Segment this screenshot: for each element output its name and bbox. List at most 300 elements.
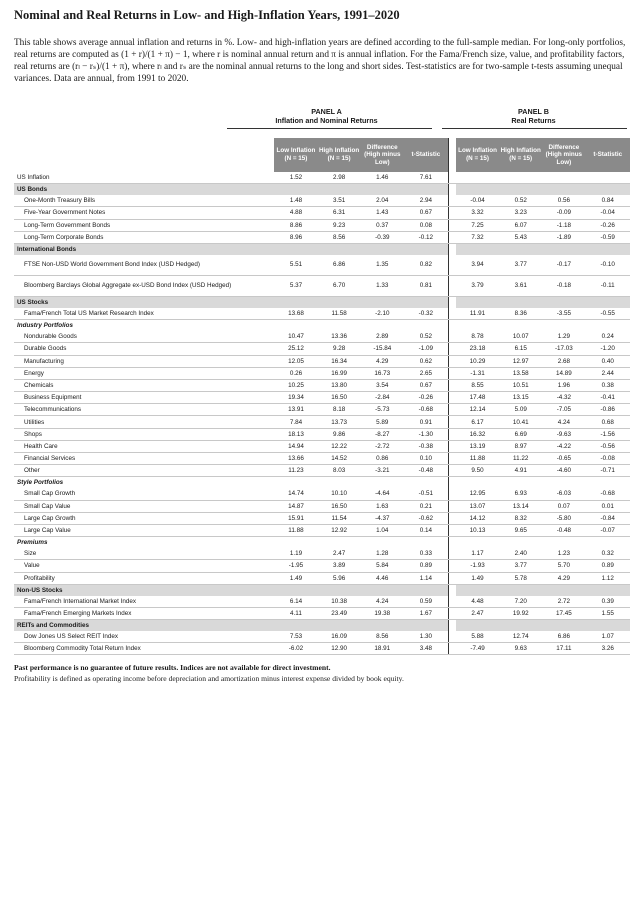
cell-a-low: 11.23 [274,465,317,477]
cell-a-high: 2.98 [318,172,361,184]
empty-cell [456,296,499,308]
cell-a-low: 14.74 [274,488,317,500]
cell-b-low: 3.79 [456,275,499,296]
cell-b-diff: -4.60 [542,465,585,477]
empty-cell [585,296,630,308]
table-row [14,275,630,296]
cell-a-low: 15.91 [274,512,317,524]
cell-b-high: 12.74 [499,631,542,643]
cell-a-tstat: 0.91 [404,416,448,428]
cell-a-diff: 4.24 [361,596,404,608]
cell-b-diff: 2.72 [542,596,585,608]
panel-divider [448,643,456,655]
footnotes [14,663,630,684]
cell-a-high: 5.96 [318,572,361,584]
row-label: Health Care [14,440,274,452]
panel-divider [448,537,456,549]
cell-b-diff: 5.70 [542,560,585,572]
cell-a-diff: -2.84 [361,392,404,404]
cell-a-high: 8.56 [318,231,361,243]
cell-b-high: 11.22 [499,453,542,465]
panel-divider [448,440,456,452]
empty-cell [318,584,361,596]
cell-a-diff: -5.73 [361,404,404,416]
empty-cell [585,184,630,196]
cell-b-diff: -0.17 [542,255,585,276]
cell-b-low: 1.17 [456,548,499,560]
empty-cell [274,296,317,308]
cell-b-tstat: 3.26 [585,643,630,655]
cell-a-high: 14.52 [318,453,361,465]
cell-a-low: 8.96 [274,231,317,243]
empty-cell [585,320,630,332]
panel-divider [448,596,456,608]
empty-cell [499,243,542,255]
cell-a-tstat: 0.62 [404,355,448,367]
cell-b-tstat: 1.07 [585,631,630,643]
cell-a-high: 16.09 [318,631,361,643]
cell-b-low: 23.18 [456,343,499,355]
empty-cell [404,620,448,632]
cell-b-tstat: -0.68 [585,488,630,500]
cell-b-tstat: -0.10 [585,255,630,276]
cell-a-low: 13.66 [274,453,317,465]
cell-a-high: 9.23 [318,219,361,231]
cell-b-low: 2.47 [456,607,499,619]
empty-cell [274,184,317,196]
cell-a-tstat: 2.94 [404,195,448,207]
panel-divider [448,512,456,524]
cell-b-low: -0.04 [456,195,499,207]
panel-a-subtitle: Inflation and Nominal Returns [275,115,378,125]
cell-a-tstat: 0.21 [404,500,448,512]
section-header-row [14,296,630,308]
row-label: Dow Jones US Select REIT Index [14,631,274,643]
cell-a-low: 7.84 [274,416,317,428]
page-title: Nominal and Real Returns in Low- and High-Inflation Years, 1991–2020 [14,8,400,22]
empty-cell [274,584,317,596]
panel-divider [448,477,456,489]
cell-b-low: 8.55 [456,379,499,391]
header-b-diff: Difference (High minus Low) [542,138,585,172]
panel-b-rule [442,128,627,129]
cell-b-high: 10.51 [499,379,542,391]
empty-cell [585,243,630,255]
cell-b-tstat: -0.11 [585,275,630,296]
row-label: Fama/French Emerging Markets Index [14,607,274,619]
cell-b-high: 9.65 [499,524,542,536]
cell-b-high: 10.41 [499,416,542,428]
cell-a-low: 14.94 [274,440,317,452]
cell-a-high: 13.36 [318,331,361,343]
cell-b-tstat: -1.56 [585,428,630,440]
cell-a-low: 25.12 [274,343,317,355]
panel-divider [448,404,456,416]
cell-a-low: 10.47 [274,331,317,343]
empty-cell [318,243,361,255]
cell-a-diff: -0.39 [361,231,404,243]
cell-b-tstat: 0.24 [585,331,630,343]
cell-a-diff: 1.04 [361,524,404,536]
empty-cell [404,477,448,489]
cell-b-tstat: -0.84 [585,512,630,524]
table-row [14,219,630,231]
subsection-header-row [14,320,630,332]
cell-b-high: 13.14 [499,500,542,512]
panel-b-subtitle: Real Returns [511,115,556,125]
panel-divider [448,320,456,332]
cell-b-tstat: 1.12 [585,572,630,584]
empty-cell [318,296,361,308]
cell-b-diff: 2.68 [542,355,585,367]
empty-cell [499,184,542,196]
panel-divider [448,620,456,632]
cell-a-high: 12.90 [318,643,361,655]
panel-divider [448,548,456,560]
cell-b-low: 7.32 [456,231,499,243]
table-row [14,343,630,355]
section-label: Industry Portfolios [17,322,73,330]
cell-b-tstat: 0.32 [585,548,630,560]
empty-cell [542,477,585,489]
empty-cell [585,477,630,489]
cell-b-low: 13.19 [456,440,499,452]
empty-cell [274,243,317,255]
table-row [14,416,630,428]
cell-a-low: 7.53 [274,631,317,643]
cell-b-low: 12.14 [456,404,499,416]
empty-cell [318,320,361,332]
cell-a-high: 10.38 [318,596,361,608]
table-row [14,392,630,404]
cell-b-low: 4.48 [456,596,499,608]
table-row [14,453,630,465]
cell-b-high: 8.97 [499,440,542,452]
empty-cell [456,477,499,489]
cell-a-diff: 0.86 [361,453,404,465]
table-row [14,631,630,643]
cell-a-low: 13.91 [274,404,317,416]
table-row [14,560,630,572]
cell-b-high: 8.36 [499,308,542,320]
table-row [14,607,630,619]
header-b-high: High Inflation (N = 15) [499,138,542,172]
cell-a-tstat: 1.67 [404,607,448,619]
table-row [14,379,630,391]
cell-a-high: 16.34 [318,355,361,367]
cell-b-low: 7.25 [456,219,499,231]
cell-a-diff: -3.21 [361,465,404,477]
cell-b-low: 10.13 [456,524,499,536]
cell-b-tstat: 0.89 [585,560,630,572]
row-label: Shops [14,428,274,440]
table-row [14,572,630,584]
cell-a-tstat: 3.48 [404,643,448,655]
cell-b-diff: 0.07 [542,500,585,512]
header-a-diff: Difference (High minus Low) [361,138,404,172]
section-label: International Bonds [14,243,274,255]
cell-b-low: 17.48 [456,392,499,404]
cell-b-diff: -4.22 [542,440,585,452]
panel-divider [448,560,456,572]
cell-a-tstat: 1.14 [404,572,448,584]
row-label: Bloomberg Commodity Total Return Index [14,643,274,655]
empty-cell [274,320,317,332]
panel-divider [448,275,456,296]
cell-b-diff: 4.29 [542,572,585,584]
cell-b-low: 6.17 [456,416,499,428]
table-row [14,207,630,219]
empty-cell [456,620,499,632]
cell-a-high: 2.47 [318,548,361,560]
panel-divider [448,367,456,379]
cell-a-low: -1.95 [274,560,317,572]
cell-a-diff: 4.29 [361,355,404,367]
cell-b-diff: 0.56 [542,195,585,207]
cell-b-diff: 1.23 [542,548,585,560]
cell-a-tstat: -1.09 [404,343,448,355]
empty-cell [585,584,630,596]
panel-a-title: PANEL A [311,107,342,116]
panel-b-header [437,108,630,125]
empty-cell [542,296,585,308]
intro-paragraph: This table shows average annual inflation and returns in %. Low- and high-inflation years are defined according to the full-sample median. For long-only portfolios, real returns are computed as (1 + r)/(1 + π) − 1, where r is nominal annual return and π is annual inflation. For the Fama/French size, value, and profitability factors, real returns are (rₗ − rₛ)/(1 + π), where rₗ and rₛ are the nominal annual returns to the long and short sides. Test-statistics are for two-sample t-tests assuming unequal variances. Data are annual, from 1991 to 2020. [14,38,626,85]
cell-a-high: 9.86 [318,428,361,440]
cell-b-high: 7.20 [499,596,542,608]
cell-a-diff: 5.84 [361,560,404,572]
empty-cell [499,296,542,308]
cell-b-high: 4.91 [499,465,542,477]
empty-cell [585,620,630,632]
empty-cell [499,320,542,332]
table-row [14,596,630,608]
returns-table [14,138,630,655]
cell-a-tstat: 0.82 [404,255,448,276]
cell-b-low: 12.95 [456,488,499,500]
cell-b-high: 2.40 [499,548,542,560]
cell-a-high: 12.22 [318,440,361,452]
panel-divider [448,296,456,308]
table-row [14,428,630,440]
section-header-row [14,243,630,255]
cell-b-low: 3.32 [456,207,499,219]
empty-cell [361,184,404,196]
row-label: Profitability [14,572,274,584]
cell-b-tstat: -0.04 [585,207,630,219]
cell-b-diff: -6.03 [542,488,585,500]
panel-divider [448,255,456,276]
row-label: Energy [14,367,274,379]
panel-divider [448,607,456,619]
cell-b-high: 5.09 [499,404,542,416]
cell-a-tstat: -0.62 [404,512,448,524]
empty-cell [585,537,630,549]
cell-b-diff: -0.48 [542,524,585,536]
cell-b-tstat: -0.41 [585,392,630,404]
cell-b-tstat: -0.86 [585,404,630,416]
cell-a-tstat: -0.51 [404,488,448,500]
empty-cell [499,584,542,596]
cell-a-low: 14.87 [274,500,317,512]
cell-a-high: 3.89 [318,560,361,572]
cell-a-high: 6.31 [318,207,361,219]
table-row [14,512,630,524]
cell-a-high: 11.54 [318,512,361,524]
cell-b-low: -1.31 [456,367,499,379]
cell-b-high: 12.97 [499,355,542,367]
empty-cell [361,296,404,308]
cell-a-diff: -15.84 [361,343,404,355]
cell-a-low: -6.02 [274,643,317,655]
cell-a-low: 19.34 [274,392,317,404]
panel-divider [448,219,456,231]
cell-b-tstat: -0.59 [585,231,630,243]
row-label: Long-Term Corporate Bonds [14,231,274,243]
cell-b-tstat: -0.71 [585,465,630,477]
cell-a-low: 5.51 [274,255,317,276]
row-label: Small Cap Value [14,500,274,512]
empty-cell [404,184,448,196]
cell-b-diff: -0.65 [542,453,585,465]
panel-divider [448,524,456,536]
table-row [14,355,630,367]
cell-b-tstat: 2.44 [585,367,630,379]
cell-a-diff: -4.64 [361,488,404,500]
cell-b-diff: 1.29 [542,331,585,343]
cell-a-high: 16.50 [318,392,361,404]
cell-a-tstat: 2.65 [404,367,448,379]
empty-cell [456,184,499,196]
cell-b-tstat: -0.26 [585,219,630,231]
cell-b-tstat: 0.01 [585,500,630,512]
empty-cell [499,477,542,489]
table-row [14,524,630,536]
row-label: Durable Goods [14,343,274,355]
header-a-low: Low Inflation (N = 15) [274,138,317,172]
row-label: Small Cap Growth [14,488,274,500]
empty-cell [404,537,448,549]
section-header-row [14,184,630,196]
cell-a-low: 1.19 [274,548,317,560]
cell-a-high: 16.99 [318,367,361,379]
cell-a-diff: 1.28 [361,548,404,560]
cell-a-high: 8.03 [318,465,361,477]
cell-a-high: 12.92 [318,524,361,536]
cell-a-tstat: 0.10 [404,453,448,465]
empty-cell [361,620,404,632]
cell-a-low: 0.26 [274,367,317,379]
cell-b-high: 6.15 [499,343,542,355]
empty-cell [499,620,542,632]
cell-b-low: 11.88 [456,453,499,465]
cell-a-low: 8.86 [274,219,317,231]
cell-b-high: 6.93 [499,488,542,500]
empty-cell [274,537,317,549]
empty-cell [318,184,361,196]
row-label: Nondurable Goods [14,331,274,343]
section-label: US Stocks [14,296,274,308]
cell-b-tstat [585,172,630,184]
cell-a-tstat: 0.08 [404,219,448,231]
empty-cell [404,584,448,596]
cell-b-low: 11.91 [456,308,499,320]
cell-b-low: 14.12 [456,512,499,524]
cell-a-low: 11.88 [274,524,317,536]
empty-cell [404,320,448,332]
cell-a-high: 9.28 [318,343,361,355]
panel-divider [448,392,456,404]
cell-b-diff: -4.32 [542,392,585,404]
panel-divider [448,428,456,440]
panel-divider [448,416,456,428]
cell-b-diff: 4.24 [542,416,585,428]
cell-a-tstat: -1.30 [404,428,448,440]
cell-a-diff: 4.46 [361,572,404,584]
empty-cell [542,320,585,332]
cell-b-low: 5.88 [456,631,499,643]
header-b-low: Low Inflation (N = 15) [456,138,499,172]
cell-a-high: 10.10 [318,488,361,500]
panel-divider [448,308,456,320]
cell-a-low: 6.14 [274,596,317,608]
cell-b-diff [542,172,585,184]
cell-a-diff: 1.43 [361,207,404,219]
cell-b-low: -7.49 [456,643,499,655]
panel-divider [448,195,456,207]
table-row [14,465,630,477]
empty-cell [542,243,585,255]
cell-b-diff: -3.55 [542,308,585,320]
cell-a-low: 10.25 [274,379,317,391]
cell-b-high: 19.92 [499,607,542,619]
cell-b-high: 9.63 [499,643,542,655]
cell-b-high [499,172,542,184]
cell-a-tstat: -0.12 [404,231,448,243]
cell-a-high: 6.70 [318,275,361,296]
cell-a-tstat: 0.52 [404,331,448,343]
table-row [14,440,630,452]
cell-b-diff: -0.18 [542,275,585,296]
cell-b-diff: -7.05 [542,404,585,416]
cell-b-tstat: -0.56 [585,440,630,452]
cell-a-tstat: 0.59 [404,596,448,608]
cell-a-high: 13.80 [318,379,361,391]
cell-a-diff: 1.63 [361,500,404,512]
panel-divider [448,231,456,243]
panel-divider [448,184,456,196]
cell-b-tstat: 0.38 [585,379,630,391]
cell-b-diff: -9.63 [542,428,585,440]
cell-a-low: 1.52 [274,172,317,184]
table-row [14,500,630,512]
section-label: Style Portfolios [17,479,64,487]
cell-a-diff: 2.89 [361,331,404,343]
panel-a-rule [227,128,432,129]
cell-b-low: 3.94 [456,255,499,276]
cell-b-low: 16.32 [456,428,499,440]
row-label: Value [14,560,274,572]
cell-a-diff: -2.10 [361,308,404,320]
cell-a-tstat: 1.30 [404,631,448,643]
cell-b-high: 5.43 [499,231,542,243]
cell-a-low: 13.68 [274,308,317,320]
cell-b-high: 6.69 [499,428,542,440]
empty-cell [542,584,585,596]
table-row [14,255,630,276]
cell-a-low: 4.11 [274,607,317,619]
cell-a-tstat: 7.61 [404,172,448,184]
cell-b-diff: 17.11 [542,643,585,655]
